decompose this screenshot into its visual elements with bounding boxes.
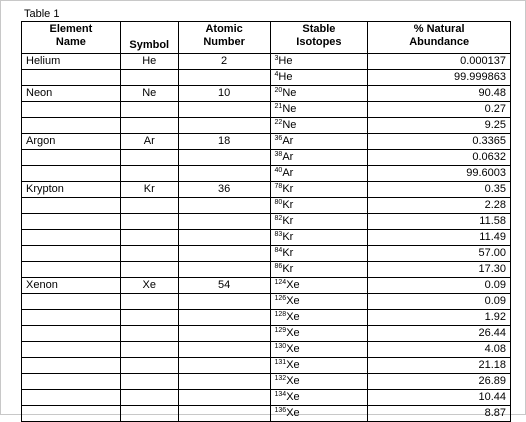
isotope-mass-number: 84	[274, 247, 283, 254]
table-row	[22, 54, 511, 70]
element-symbol-cell: Ne	[120, 86, 178, 102]
table-row	[22, 374, 511, 390]
header-stable-isotopes: Stable Isotopes	[270, 22, 368, 54]
abundance-cell: 8.87	[368, 406, 511, 422]
abundance-cell: 99.6003	[368, 166, 511, 182]
atomic-number-cell	[178, 150, 270, 166]
header-symbol: Symbol	[120, 22, 178, 54]
abundance-cell: 57.00	[368, 246, 511, 262]
element-symbol-cell	[120, 310, 178, 326]
abundance-cell: 9.25	[368, 118, 511, 134]
abundance-cell: 11.49	[368, 230, 511, 246]
table-row	[22, 182, 511, 198]
element-symbol-cell	[120, 230, 178, 246]
abundance-cell: 99.999863	[368, 70, 511, 86]
atomic-number-cell	[178, 342, 270, 358]
isotope-mass-number: 82	[274, 215, 283, 222]
isotope-symbol: Kr	[282, 199, 294, 211]
element-name-cell	[22, 198, 121, 214]
element-symbol-cell	[120, 390, 178, 406]
abundance-cell: 0.3365	[368, 134, 511, 150]
header-atomic-number: Atomic Number	[178, 22, 270, 54]
element-symbol-cell	[120, 262, 178, 278]
element-name-cell	[22, 406, 121, 422]
isotope-mass-number: 132	[274, 375, 287, 382]
table-body	[22, 54, 511, 422]
element-name-cell	[22, 358, 121, 374]
isotope-mass-number: 38	[274, 151, 283, 158]
isotope-symbol: Ne	[282, 103, 297, 115]
header-row	[22, 22, 511, 54]
element-name-cell	[22, 310, 121, 326]
isotope-mass-number: 134	[274, 391, 287, 398]
element-name-cell: Neon	[22, 86, 121, 102]
isotope-cell	[270, 294, 368, 310]
isotope-symbol: Xe	[286, 407, 300, 419]
isotope-symbol: Ne	[282, 87, 297, 99]
element-name-cell	[22, 246, 121, 262]
isotope-symbol: He	[278, 55, 293, 67]
element-symbol-cell	[120, 102, 178, 118]
table-row	[22, 166, 511, 182]
isotope-symbol: Xe	[286, 311, 300, 323]
abundance-cell: 0.35	[368, 182, 511, 198]
table-row	[22, 134, 511, 150]
isotope-symbol: Xe	[286, 375, 300, 387]
element-name-cell	[22, 70, 121, 86]
abundance-cell: 0.0632	[368, 150, 511, 166]
isotope-symbol: Kr	[282, 215, 294, 227]
isotope-mass-number: 78	[274, 183, 283, 190]
isotope-mass-number: 40	[274, 167, 283, 174]
isotope-symbol: Ne	[282, 119, 297, 131]
isotope-cell	[270, 230, 368, 246]
element-name-cell	[22, 374, 121, 390]
isotope-mass-number: 83	[274, 231, 283, 238]
element-name-cell	[22, 214, 121, 230]
atomic-number-cell	[178, 406, 270, 422]
isotope-mass-number: 136	[274, 407, 287, 414]
isotope-cell	[270, 262, 368, 278]
atomic-number-cell	[178, 374, 270, 390]
isotope-mass-number: 21	[274, 103, 283, 110]
element-name-cell	[22, 262, 121, 278]
atomic-number-cell: 2	[178, 54, 270, 70]
atomic-number-cell: 36	[178, 182, 270, 198]
element-symbol-cell	[120, 118, 178, 134]
isotope-cell	[270, 70, 368, 86]
table-row	[22, 326, 511, 342]
atomic-number-cell	[178, 358, 270, 374]
isotope-mass-number: 4	[274, 71, 279, 78]
element-symbol-cell: Xe	[120, 278, 178, 294]
element-symbol-cell: He	[120, 54, 178, 70]
table-row	[22, 262, 511, 278]
table-row	[22, 102, 511, 118]
isotope-symbol: Xe	[286, 295, 300, 307]
abundance-cell: 0.09	[368, 294, 511, 310]
table-row	[22, 214, 511, 230]
element-symbol-cell: Kr	[120, 182, 178, 198]
isotope-symbol: Ar	[282, 167, 294, 179]
atomic-number-cell	[178, 118, 270, 134]
isotope-cell	[270, 374, 368, 390]
isotope-mass-number: 126	[274, 295, 287, 302]
isotope-table	[21, 21, 511, 422]
table-row	[22, 406, 511, 422]
isotope-mass-number: 129	[274, 327, 287, 334]
abundance-cell: 2.28	[368, 198, 511, 214]
isotope-mass-number: 86	[274, 263, 283, 270]
isotope-cell	[270, 54, 368, 70]
isotope-mass-number: 124	[274, 279, 287, 286]
atomic-number-cell	[178, 262, 270, 278]
abundance-cell: 4.08	[368, 342, 511, 358]
element-symbol-cell: Ar	[120, 134, 178, 150]
element-name-cell	[22, 150, 121, 166]
element-symbol-cell	[120, 406, 178, 422]
table-row	[22, 230, 511, 246]
isotope-cell	[270, 342, 368, 358]
abundance-cell: 21.18	[368, 358, 511, 374]
element-symbol-cell	[120, 342, 178, 358]
isotope-symbol: Xe	[286, 327, 300, 339]
isotope-symbol: Xe	[286, 279, 300, 291]
abundance-cell: 0.27	[368, 102, 511, 118]
element-symbol-cell	[120, 70, 178, 86]
isotope-mass-number: 3	[274, 55, 279, 62]
element-symbol-cell	[120, 198, 178, 214]
atomic-number-cell	[178, 294, 270, 310]
isotope-cell	[270, 326, 368, 342]
abundance-cell: 17.30	[368, 262, 511, 278]
atomic-number-cell	[178, 326, 270, 342]
element-name-cell: Argon	[22, 134, 121, 150]
element-symbol-cell	[120, 326, 178, 342]
isotope-symbol: Kr	[282, 247, 294, 259]
element-name-cell	[22, 102, 121, 118]
isotope-symbol: Kr	[282, 231, 294, 243]
atomic-number-cell	[178, 214, 270, 230]
atomic-number-cell: 10	[178, 86, 270, 102]
abundance-cell: 0.09	[368, 278, 511, 294]
element-name-cell	[22, 342, 121, 358]
isotope-cell	[270, 358, 368, 374]
element-name-cell: Krypton	[22, 182, 121, 198]
abundance-cell: 90.48	[368, 86, 511, 102]
isotope-cell	[270, 150, 368, 166]
table-row	[22, 342, 511, 358]
header-element-name: Element Name	[22, 22, 121, 54]
atomic-number-cell	[178, 390, 270, 406]
isotope-mass-number: 20	[274, 87, 283, 94]
isotope-cell	[270, 390, 368, 406]
abundance-cell: 10.44	[368, 390, 511, 406]
element-name-cell: Xenon	[22, 278, 121, 294]
isotope-cell	[270, 118, 368, 134]
isotope-mass-number: 22	[274, 119, 283, 126]
element-symbol-cell	[120, 166, 178, 182]
isotope-mass-number: 80	[274, 199, 283, 206]
table-row	[22, 294, 511, 310]
element-symbol-cell	[120, 294, 178, 310]
table-row	[22, 310, 511, 326]
isotope-symbol: Xe	[286, 343, 300, 355]
atomic-number-cell	[178, 198, 270, 214]
isotope-symbol: Ar	[282, 151, 294, 163]
element-symbol-cell	[120, 358, 178, 374]
element-symbol-cell	[120, 246, 178, 262]
element-name-cell: Helium	[22, 54, 121, 70]
table-row	[22, 358, 511, 374]
isotope-cell	[270, 214, 368, 230]
table-row	[22, 390, 511, 406]
abundance-cell: 0.000137	[368, 54, 511, 70]
isotope-mass-number: 131	[274, 359, 287, 366]
atomic-number-cell: 18	[178, 134, 270, 150]
element-name-cell	[22, 166, 121, 182]
element-symbol-cell	[120, 150, 178, 166]
table-row	[22, 198, 511, 214]
isotope-symbol: Ar	[282, 135, 294, 147]
isotope-symbol: Kr	[282, 183, 294, 195]
atomic-number-cell	[178, 246, 270, 262]
table-row	[22, 278, 511, 294]
table-row	[22, 118, 511, 134]
abundance-cell: 1.92	[368, 310, 511, 326]
isotope-cell	[270, 278, 368, 294]
table-row	[22, 150, 511, 166]
element-name-cell	[22, 230, 121, 246]
atomic-number-cell	[178, 102, 270, 118]
abundance-cell: 11.58	[368, 214, 511, 230]
isotope-symbol: Xe	[286, 359, 300, 371]
header-natural-abundance: % Natural Abundance	[368, 22, 511, 54]
isotope-mass-number: 36	[274, 135, 283, 142]
table-row	[22, 70, 511, 86]
isotope-symbol: Xe	[286, 391, 300, 403]
atomic-number-cell: 54	[178, 278, 270, 294]
isotope-cell	[270, 134, 368, 150]
isotope-cell	[270, 166, 368, 182]
isotope-cell	[270, 246, 368, 262]
isotope-mass-number: 128	[274, 311, 287, 318]
atomic-number-cell	[178, 310, 270, 326]
isotope-cell	[270, 198, 368, 214]
atomic-number-cell	[178, 230, 270, 246]
abundance-cell: 26.89	[368, 374, 511, 390]
isotope-cell	[270, 86, 368, 102]
isotope-cell	[270, 406, 368, 422]
table-caption: Table 1	[24, 8, 60, 20]
table-row	[22, 246, 511, 262]
element-name-cell	[22, 294, 121, 310]
isotope-cell	[270, 310, 368, 326]
isotope-mass-number: 130	[274, 343, 287, 350]
table-row	[22, 86, 511, 102]
isotope-cell	[270, 102, 368, 118]
element-name-cell	[22, 390, 121, 406]
element-symbol-cell	[120, 214, 178, 230]
element-name-cell	[22, 326, 121, 342]
isotope-symbol: He	[278, 71, 293, 83]
element-symbol-cell	[120, 374, 178, 390]
element-name-cell	[22, 118, 121, 134]
abundance-cell: 26.44	[368, 326, 511, 342]
isotope-cell	[270, 182, 368, 198]
atomic-number-cell	[178, 166, 270, 182]
atomic-number-cell	[178, 70, 270, 86]
isotope-symbol: Kr	[282, 263, 294, 275]
